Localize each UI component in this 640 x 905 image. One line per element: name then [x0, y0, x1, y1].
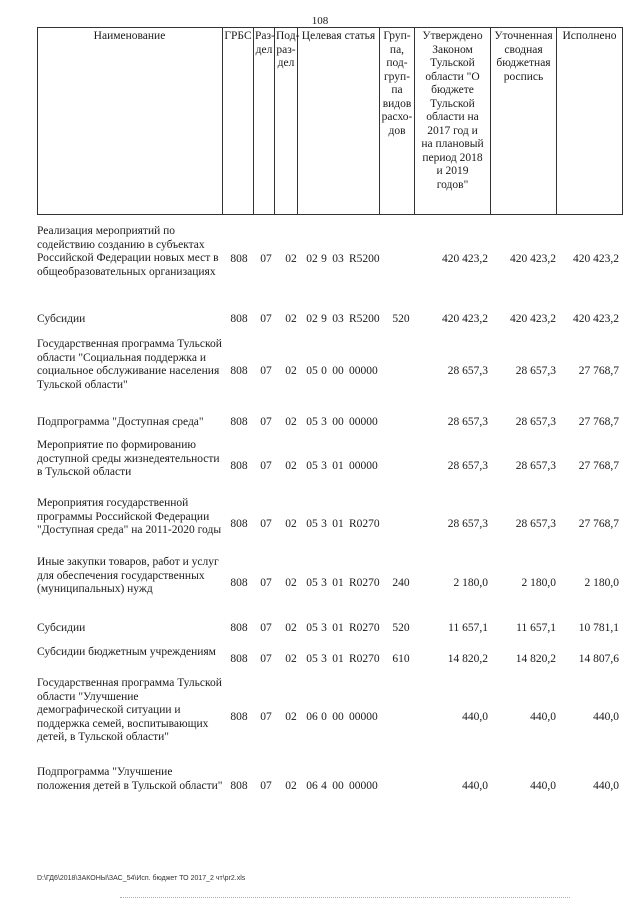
row-cs-subprogram: 3	[321, 416, 327, 428]
row-podrazdel: 02	[285, 622, 297, 634]
row-cs-program: 05	[306, 416, 318, 428]
row-ispolneno: 27 768,7	[578, 518, 619, 530]
row-utochnennaya: 2 180,0	[521, 577, 556, 589]
row-grbs: 808	[230, 780, 248, 792]
row-podrazdel: 02	[285, 780, 297, 792]
row-cs-event: 01	[332, 622, 344, 634]
file-path-footer: D:\ГД6\2018\ЗАКОНЫ\ЗАС_54\Исп. бюджет ТО 2017_2 чт\pr2.xls	[37, 875, 246, 882]
row-name: Субсидии	[37, 313, 86, 325]
row-cs-subprogram: 3	[321, 577, 327, 589]
row-razdel: 07	[260, 365, 272, 377]
row-cs-direction: R5200	[349, 313, 380, 325]
row-utochnennaya: 11 657,1	[516, 622, 556, 634]
row-cs-subprogram: 0	[321, 711, 327, 723]
row-utverzhdeno: 440,0	[462, 780, 488, 792]
row-utverzhdeno: 28 657,3	[447, 365, 488, 377]
row-name: Подпрограмма "Улучшение положения детей в Тульской области"	[37, 766, 223, 792]
row-grbs: 808	[230, 313, 248, 325]
row-ispolneno: 10 781,1	[578, 622, 619, 634]
row-name: Мероприятие по формированию доступной среды жизнедеятельности в Тульской области	[37, 439, 220, 478]
row-ispolneno: 440,0	[593, 711, 619, 723]
row-cs-subprogram: 0	[321, 365, 327, 377]
row-utochnennaya: 420 423,2	[510, 313, 556, 325]
row-utochnennaya: 28 657,3	[515, 518, 556, 530]
row-cs-direction: 00000	[349, 780, 378, 792]
row-cs-event: 00	[332, 711, 344, 723]
row-name: Реализация мероприятий по содействию созданию в субъектах Российской Федерации новых мест в общеобразовательных организациях	[37, 225, 219, 278]
row-cs-program: 02	[306, 313, 318, 325]
row-cs-direction: R0270	[349, 577, 380, 589]
row-grbs: 808	[230, 622, 248, 634]
row-razdel: 07	[260, 711, 272, 723]
row-cs-subprogram: 4	[321, 780, 327, 792]
row-utverzhdeno: 28 657,3	[447, 460, 488, 472]
row-cs-direction: R5200	[349, 253, 380, 265]
header-utochnennaya: Уточненная сводная бюджетная роспись	[491, 28, 557, 214]
row-grbs: 808	[230, 416, 248, 428]
row-razdel: 07	[260, 460, 272, 472]
row-utverzhdeno: 11 657,1	[448, 622, 488, 634]
row-name: Государственная программа Тульской области "Социальная поддержка и социальное обслуживание населения Тульской области"	[37, 338, 222, 391]
row-utverzhdeno: 14 820,2	[447, 653, 488, 665]
row-ispolneno: 440,0	[593, 780, 619, 792]
row-grbs: 808	[230, 518, 248, 530]
row-ispolneno: 14 807,6	[578, 653, 619, 665]
row-razdel: 07	[260, 518, 272, 530]
row-cs-event: 01	[332, 460, 344, 472]
row-utochnennaya: 440,0	[530, 780, 556, 792]
row-grbs: 808	[230, 711, 248, 723]
row-group: 610	[392, 653, 410, 665]
row-group: 240	[392, 577, 410, 589]
row-razdel: 07	[260, 622, 272, 634]
row-cs-subprogram: 9	[321, 313, 327, 325]
row-utverzhdeno: 2 180,0	[453, 577, 488, 589]
row-group: 520	[392, 622, 410, 634]
row-utochnennaya: 28 657,3	[515, 365, 556, 377]
row-cs-event: 03	[332, 253, 344, 265]
header-podrazdel: Под- раз- дел	[275, 28, 298, 214]
row-grbs: 808	[230, 653, 248, 665]
row-podrazdel: 02	[285, 460, 297, 472]
row-cs-program: 05	[306, 622, 318, 634]
row-razdel: 07	[260, 577, 272, 589]
row-cs-subprogram: 3	[321, 518, 327, 530]
row-group: 520	[392, 313, 410, 325]
page-number: 108	[311, 15, 329, 27]
row-podrazdel: 02	[285, 577, 297, 589]
row-cs-subprogram: 3	[321, 460, 327, 472]
row-utochnennaya: 28 657,3	[515, 460, 556, 472]
row-name: Субсидии	[37, 622, 86, 634]
row-utverzhdeno: 420 423,2	[442, 313, 488, 325]
row-podrazdel: 02	[285, 653, 297, 665]
row-podrazdel: 02	[285, 711, 297, 723]
row-cs-program: 06	[306, 711, 318, 723]
row-cs-subprogram: 3	[321, 622, 327, 634]
row-utverzhdeno: 440,0	[462, 711, 488, 723]
row-name: Иные закупки товаров, работ и услуг для обеспечения государственных (муниципальных) нужд	[37, 556, 219, 595]
row-ispolneno: 420 423,2	[573, 253, 619, 265]
table-header-bottom-border	[37, 214, 623, 215]
row-razdel: 07	[260, 253, 272, 265]
row-cs-program: 06	[306, 780, 318, 792]
row-name: Государственная программа Тульской области "Улучшение демографической ситуации и поддержка семей, воспитывающих детей, в Тульской области"	[37, 677, 222, 743]
row-cs-program: 05	[306, 460, 318, 472]
header-gruppa: Груп- па, под- груп- па видов расхо- дов	[380, 28, 415, 214]
row-name: Мероприятия государственной программы Российской Федерации "Доступная среда" на 2011-2020 годы	[37, 497, 222, 536]
row-cs-direction: 00000	[349, 460, 378, 472]
row-razdel: 07	[260, 780, 272, 792]
row-grbs: 808	[230, 253, 248, 265]
row-name: Подпрограмма "Доступная среда"	[37, 416, 204, 428]
row-cs-event: 01	[332, 577, 344, 589]
row-cs-direction: R0270	[349, 653, 380, 665]
row-cs-program: 05	[306, 518, 318, 530]
row-cs-event: 00	[332, 780, 344, 792]
header-utverzhdeno: Утверждено Законом Тульской области "О бюджете Тульской области на 2017 год и на плановый период 2018 и 2019 годов"	[415, 28, 491, 214]
row-grbs: 808	[230, 460, 248, 472]
row-ispolneno: 27 768,7	[578, 460, 619, 472]
row-cs-direction: R0270	[349, 518, 380, 530]
row-podrazdel: 02	[285, 518, 297, 530]
row-cs-direction: 00000	[349, 365, 378, 377]
row-razdel: 07	[260, 653, 272, 665]
row-cs-direction: 00000	[349, 711, 378, 723]
row-utverzhdeno: 420 423,2	[442, 253, 488, 265]
header-razdel: Раз- дел	[254, 28, 275, 214]
row-utochnennaya: 14 820,2	[515, 653, 556, 665]
row-ispolneno: 27 768,7	[578, 365, 619, 377]
header-grbs: ГРБС	[223, 28, 254, 214]
row-podrazdel: 02	[285, 416, 297, 428]
row-razdel: 07	[260, 416, 272, 428]
row-cs-event: 00	[332, 365, 344, 377]
row-cs-program: 05	[306, 653, 318, 665]
table-header	[37, 28, 623, 214]
row-utochnennaya: 440,0	[530, 711, 556, 723]
row-cs-direction: R0270	[349, 622, 380, 634]
row-podrazdel: 02	[285, 253, 297, 265]
row-grbs: 808	[230, 577, 248, 589]
row-podrazdel: 02	[285, 365, 297, 377]
header-celevaya: Целевая статья	[298, 28, 380, 214]
row-cs-subprogram: 9	[321, 253, 327, 265]
scan-artifact-line	[120, 897, 570, 898]
row-utochnennaya: 420 423,2	[510, 253, 556, 265]
row-ispolneno: 27 768,7	[578, 416, 619, 428]
row-utverzhdeno: 28 657,3	[447, 416, 488, 428]
row-cs-program: 02	[306, 253, 318, 265]
row-cs-subprogram: 3	[321, 653, 327, 665]
row-cs-event: 03	[332, 313, 344, 325]
row-ispolneno: 2 180,0	[584, 577, 619, 589]
row-razdel: 07	[260, 313, 272, 325]
row-cs-program: 05	[306, 365, 318, 377]
row-utochnennaya: 28 657,3	[515, 416, 556, 428]
row-cs-event: 01	[332, 518, 344, 530]
row-cs-direction: 00000	[349, 416, 378, 428]
row-cs-event: 01	[332, 653, 344, 665]
row-podrazdel: 02	[285, 313, 297, 325]
row-ispolneno: 420 423,2	[573, 313, 619, 325]
header-ispolneno: Исполнено	[557, 28, 623, 214]
row-cs-event: 00	[332, 416, 344, 428]
row-grbs: 808	[230, 365, 248, 377]
row-name: Субсидии бюджетным учреждениям	[37, 646, 216, 658]
row-utverzhdeno: 28 657,3	[447, 518, 488, 530]
row-cs-program: 05	[306, 577, 318, 589]
header-name: Наименование	[37, 28, 223, 214]
